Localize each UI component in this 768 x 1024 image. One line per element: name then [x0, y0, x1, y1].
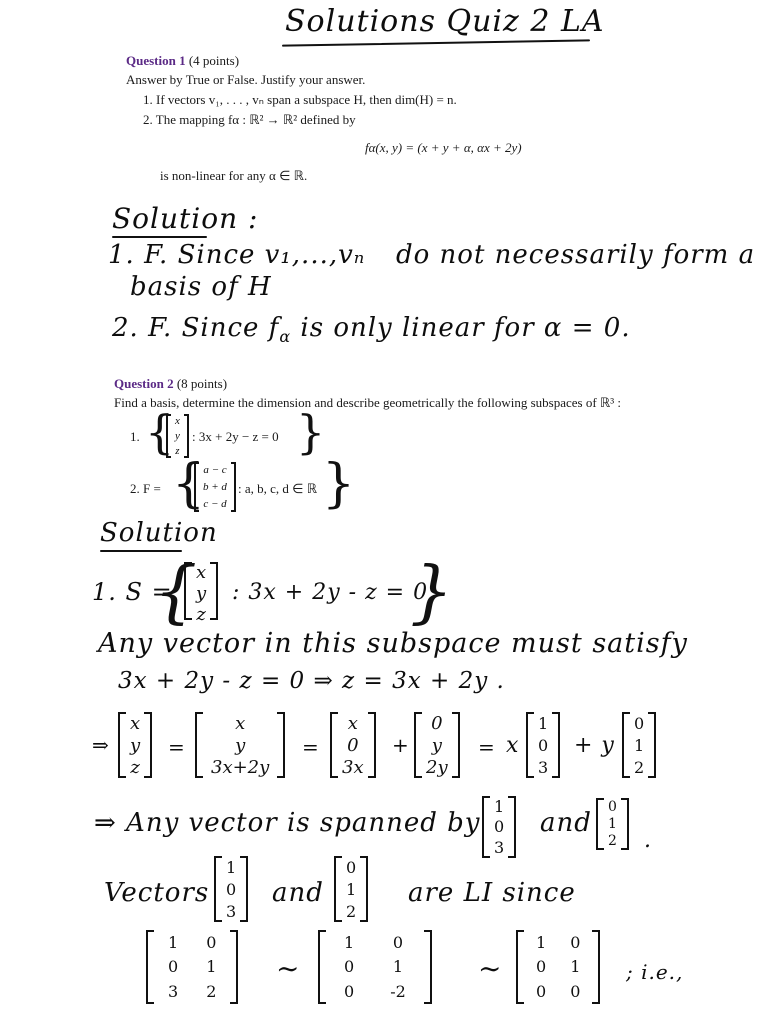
bracket-left — [330, 712, 338, 778]
vector-entry: y — [431, 734, 442, 756]
vector-entry: 2 — [634, 757, 645, 777]
bracket-right — [210, 562, 218, 620]
q2-heading: Question 2 — [114, 376, 174, 391]
q1-item-1: 1. If vectors v₁, . . . , vₙ span a subspace H, then dim(H) = n. — [143, 92, 457, 107]
vector-column — [199, 462, 231, 512]
solution-2-any-vector-line: Any vector in this subspace must satisfy — [98, 628, 688, 659]
vector-entry: 0 — [226, 879, 237, 899]
vector-entry: x — [347, 712, 358, 734]
vector-column — [338, 712, 368, 778]
matrix-reduced-1 — [318, 930, 432, 1004]
bracket-right — [368, 712, 376, 778]
q2-item-2-vector — [194, 462, 236, 512]
s-definition-label: 1. S = — [92, 578, 173, 606]
vector-entry: 3 — [494, 838, 505, 858]
equals-sign: = — [302, 735, 320, 759]
s-right-brace: } — [410, 553, 454, 632]
vector-column — [490, 796, 508, 858]
vector-entry: x — [130, 712, 141, 734]
matrix-entry: -2 — [390, 982, 406, 1002]
decomp-vector-xyz — [118, 712, 152, 778]
plus-sign: + — [392, 733, 410, 757]
matrix-columns — [524, 930, 592, 1004]
s-condition: : 3x + 2y - z = 0 — [232, 580, 429, 605]
vector-entry: 3 — [226, 901, 237, 921]
matrix-entry: 1 — [570, 957, 581, 977]
vector-column — [422, 712, 452, 778]
q2-heading-line — [114, 376, 227, 392]
bracket-right — [648, 712, 656, 778]
solution-1-line-2a: 2. F. Since f — [112, 313, 280, 343]
matrix-column — [326, 930, 372, 1004]
vector-entry: z — [130, 756, 140, 778]
solution-1-line-1c: basis of H — [130, 272, 272, 302]
vector-entry: 0 — [494, 817, 505, 837]
vector-entry: 1 — [634, 735, 645, 755]
bracket-right — [184, 414, 189, 458]
matrix-entry: 1 — [168, 932, 179, 952]
page-title: Solutions Quiz 2 LA — [285, 4, 605, 39]
q2-points: (8 points) — [176, 376, 228, 391]
vector-column — [192, 562, 210, 625]
matrix-entry: 1 — [344, 932, 355, 952]
bracket-left — [622, 712, 630, 778]
solution-1-underline — [112, 236, 207, 238]
y-coefficient: + y — [574, 733, 615, 758]
bracket-right — [424, 930, 432, 1004]
vector-entry: a − c — [203, 464, 227, 477]
span-period: . — [644, 828, 652, 853]
decomp-vector-x03x — [330, 712, 376, 778]
li-vector-012 — [334, 856, 368, 922]
vector-entry: 1 — [346, 879, 357, 899]
bracket-left — [414, 712, 422, 778]
q2-item-1-right-brace: } — [296, 405, 326, 459]
vector-column — [534, 712, 552, 778]
matrix-entry: 0 — [206, 932, 217, 952]
matrix-entry: 0 — [570, 932, 581, 952]
bracket-right — [552, 712, 560, 778]
q1-formula: fα(x, y) = (x + y + α, αx + 2y) — [365, 140, 522, 155]
q1-item-2: 2. The mapping fα : ℝ² → ℝ² defined by — [143, 112, 356, 127]
vector-entry: 3x — [342, 756, 364, 778]
q1-heading: Question 1 — [126, 53, 186, 68]
matrix-entry: 3 — [168, 982, 179, 1002]
matrix-entry: 0 — [168, 957, 179, 977]
bracket-right — [508, 796, 516, 858]
decomp-vector-012 — [622, 712, 656, 778]
matrix-entry: 1 — [392, 957, 404, 977]
vector-entry: 0 — [634, 713, 645, 733]
solution-1-line-1a: 1. F. Since v₁,...,vₙ — [108, 240, 366, 270]
bracket-left — [214, 856, 222, 922]
vector-entry: z — [196, 604, 206, 625]
vector-entry: 3 — [538, 757, 549, 777]
bracket-right — [230, 930, 238, 1004]
bracket-right — [144, 712, 152, 778]
and-word: and — [272, 878, 324, 908]
vector-entry: y — [235, 734, 246, 756]
matrix-reduced-2 — [516, 930, 600, 1004]
x-coefficient: x — [506, 733, 520, 758]
q2-item-2-label: 2. F = — [130, 481, 161, 496]
vector-column — [222, 856, 240, 922]
vector-entry: 0 — [347, 734, 359, 756]
matrix-entry: 0 — [536, 957, 547, 977]
matrix-entry: 0 — [570, 982, 581, 1002]
bracket-left — [516, 930, 524, 1004]
solution-2-heading: Solution — [100, 518, 218, 548]
bracket-left — [118, 712, 126, 778]
q2-instruction: Find a basis, determine the dimension and describe geometrically the following subspaces of ℝ³ : — [114, 395, 621, 410]
vector-entry: 0 — [538, 735, 549, 755]
bracket-left — [482, 796, 490, 858]
equals-sign: = — [478, 735, 496, 759]
decomp-vector-103 — [526, 712, 560, 778]
vector-entry: 0 — [608, 798, 617, 815]
vector-entry: 2y — [426, 756, 448, 778]
q1-instruction: Answer by True or False. Justify your answer. — [126, 72, 366, 87]
vector-entry: x — [235, 712, 246, 734]
vector-entry: x — [196, 562, 207, 583]
decomp-vector-xy3 — [195, 712, 285, 778]
solution-2-equation-line: 3x + 2y - z = 0 ⇒ z = 3x + 2y . — [118, 668, 505, 694]
vector-entry: y — [175, 429, 180, 442]
solution-1-line-2b: is only linear for α = 0. — [291, 313, 631, 343]
are-li-since: are LI since — [408, 878, 576, 908]
matrix-column — [154, 930, 192, 1004]
vector-entry: 3x+2y — [211, 756, 270, 778]
s-vector — [184, 562, 218, 625]
solution-1-line-2-subscript: α — [279, 327, 292, 347]
matrix-entry: 2 — [206, 982, 217, 1002]
matrix-entry: 0 — [536, 982, 547, 1002]
span-vector-012 — [596, 798, 629, 850]
bracket-right — [277, 712, 285, 778]
q1-points: (4 points) — [188, 53, 240, 68]
q2-item-1-left-brace: { — [145, 405, 175, 459]
matrix-entry: 0 — [344, 957, 355, 977]
bracket-left — [526, 712, 534, 778]
solution-1-heading: Solution : — [112, 202, 259, 235]
decomp-vector-0y2y — [414, 712, 460, 778]
ie-text: ; i.e., — [626, 960, 684, 984]
bracket-right — [240, 856, 248, 922]
matrix-column — [558, 930, 592, 1004]
matrix-columns — [326, 930, 424, 1004]
li-vector-103 — [214, 856, 248, 922]
implies-arrow: ⇒ — [92, 733, 110, 757]
q1-heading-line — [126, 53, 239, 69]
matrix-column — [372, 930, 424, 1004]
vector-column — [604, 798, 621, 850]
vector-column — [342, 856, 360, 922]
matrix-entry: 0 — [344, 982, 355, 1002]
q2-item-1-vector — [166, 414, 189, 458]
vector-entry: 1 — [226, 857, 237, 877]
solution-2-underline — [100, 550, 182, 552]
bracket-right — [231, 462, 236, 512]
vector-entry: 2 — [346, 901, 357, 921]
vector-column — [203, 712, 277, 778]
vector-entry: 2 — [608, 833, 617, 850]
q1-tail: is non-linear for any α ∈ ℝ. — [160, 168, 308, 183]
bracket-left — [146, 930, 154, 1004]
equals-sign: = — [168, 735, 186, 759]
vector-entry: 1 — [494, 796, 505, 816]
q2-item-1-condition: : 3x + 2y − z = 0 — [192, 429, 279, 444]
solution-1-line-1b: do not necessarily form a — [396, 240, 756, 270]
vector-column — [171, 414, 184, 458]
matrix-entry: 1 — [206, 957, 217, 977]
q2-item-2-right-brace: } — [322, 454, 356, 514]
bracket-right — [621, 798, 629, 850]
vector-column — [126, 712, 144, 778]
bracket-left — [318, 930, 326, 1004]
q2-item-2-condition: : a, b, c, d ∈ ℝ — [238, 481, 318, 496]
bracket-left — [334, 856, 342, 922]
bracket-right — [360, 856, 368, 922]
row-equivalent-symbol: ∼ — [478, 952, 503, 985]
matrix-columns — [154, 930, 230, 1004]
spanned-by-line: ⇒ Any vector is spanned by — [94, 808, 481, 838]
matrix-column — [192, 930, 230, 1004]
bracket-right — [592, 930, 600, 1004]
matrix-entry: 1 — [536, 932, 547, 952]
vector-entry: y — [130, 734, 141, 756]
bracket-left — [184, 562, 192, 620]
and-word: and — [540, 808, 592, 838]
title-underline — [282, 39, 590, 46]
bracket-right — [452, 712, 460, 778]
vector-column — [630, 712, 648, 778]
vector-entry: z — [175, 444, 180, 457]
bracket-left — [195, 712, 203, 778]
vector-entry: c − d — [203, 497, 227, 510]
s-left-brace: { — [154, 553, 198, 632]
solution-1-line-2 — [112, 313, 631, 346]
matrix-column — [524, 930, 558, 1004]
vector-entry: y — [196, 583, 207, 604]
vector-entry: 0 — [346, 857, 357, 877]
matrix-original — [146, 930, 238, 1004]
bracket-left — [596, 798, 604, 850]
row-equivalent-symbol: ∼ — [276, 952, 301, 985]
vector-entry: x — [175, 415, 180, 428]
q2-item-2-left-brace: { — [172, 454, 206, 514]
span-vector-103 — [482, 796, 516, 858]
matrix-entry: 0 — [392, 932, 404, 952]
vectors-word: Vectors — [104, 878, 210, 908]
vector-entry: 0 — [431, 712, 443, 734]
vector-entry: b + d — [203, 480, 227, 493]
vector-entry: 1 — [538, 713, 549, 733]
q2-item-1-number: 1. — [130, 429, 140, 444]
vector-entry: 1 — [608, 815, 617, 832]
